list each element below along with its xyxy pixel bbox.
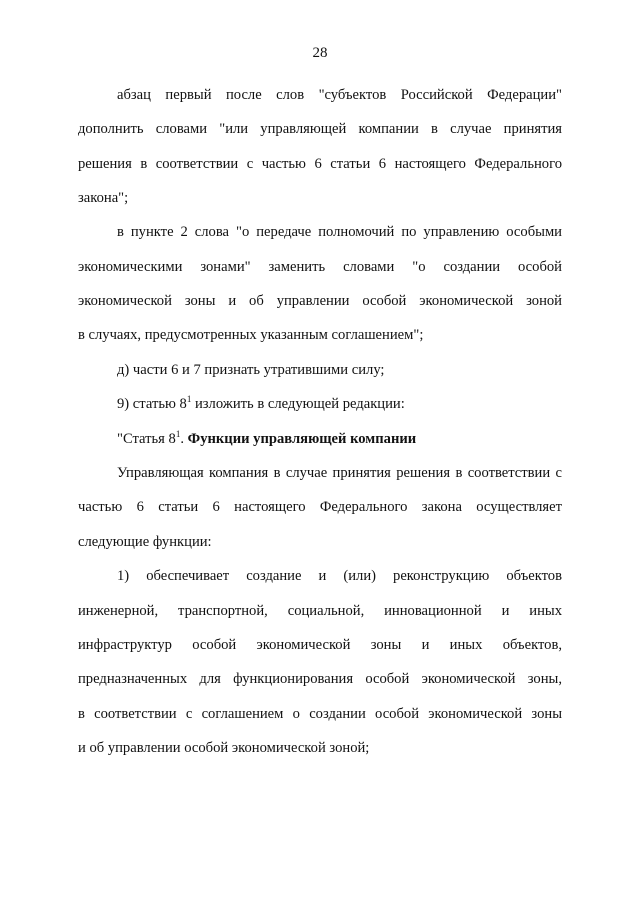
article-statement-prefix: 9) статью 8: [117, 396, 187, 412]
text-line-19: в соответствии с соглашением о создании особой экономической зоны: [78, 706, 562, 722]
article-heading-title: Функции управляющей компании: [187, 431, 417, 447]
text-line-4: закона";: [78, 190, 129, 206]
article-heading-prefix: "Статья 8: [117, 431, 176, 447]
text-line-5: в пункте 2 слова "о передаче полномочий по управлению особыми: [117, 224, 562, 240]
text-line-14: следующие функции:: [78, 534, 212, 550]
text-line-2: дополнить словами "или управляющей компании в случае принятия: [78, 121, 562, 137]
text-line-17: инфраструктур особой экономической зоны и иных объектов,: [78, 637, 562, 653]
article-heading-dot: .: [180, 431, 188, 447]
text-line-15: 1) обеспечивает создание и (или) реконструкцию объектов: [117, 568, 562, 584]
text-line-7: экономической зоны и об управлении особой экономической зоной: [78, 293, 562, 309]
text-line-13: частью 6 статьи 6 настоящего Федерального закона осуществляет: [78, 499, 562, 515]
page-number: 28: [312, 45, 328, 61]
text-line-6: экономическими зонами" заменить словами "о создании особой: [78, 259, 562, 275]
text-line-20: и об управлении особой экономической зоной;: [78, 740, 370, 756]
text-line-12: Управляющая компания в случае принятия решения в соответствии с: [117, 465, 562, 481]
text-line-1: абзац первый после слов "субъектов Российской Федерации": [117, 87, 562, 103]
article-statement-suffix: изложить в следующей редакции:: [191, 396, 405, 412]
superscript-mark: 1: [186, 394, 192, 404]
article-heading-superscript: 1: [175, 429, 181, 439]
text-line-16: инженерной, транспортной, социальной, инновационной и иных: [78, 603, 562, 619]
article-statement-line: [117, 394, 562, 414]
text-line-18: предназначенных для функционирования особой экономической зоны,: [78, 671, 562, 687]
text-line-3: решения в соответствии с частью 6 статьи 6 настоящего Федерального: [78, 156, 562, 172]
text-line-9: д) части 6 и 7 признать утратившими силу;: [117, 362, 385, 378]
article-heading: [117, 429, 562, 449]
text-line-8: в случаях, предусмотренных указанным соглашением";: [78, 327, 424, 343]
